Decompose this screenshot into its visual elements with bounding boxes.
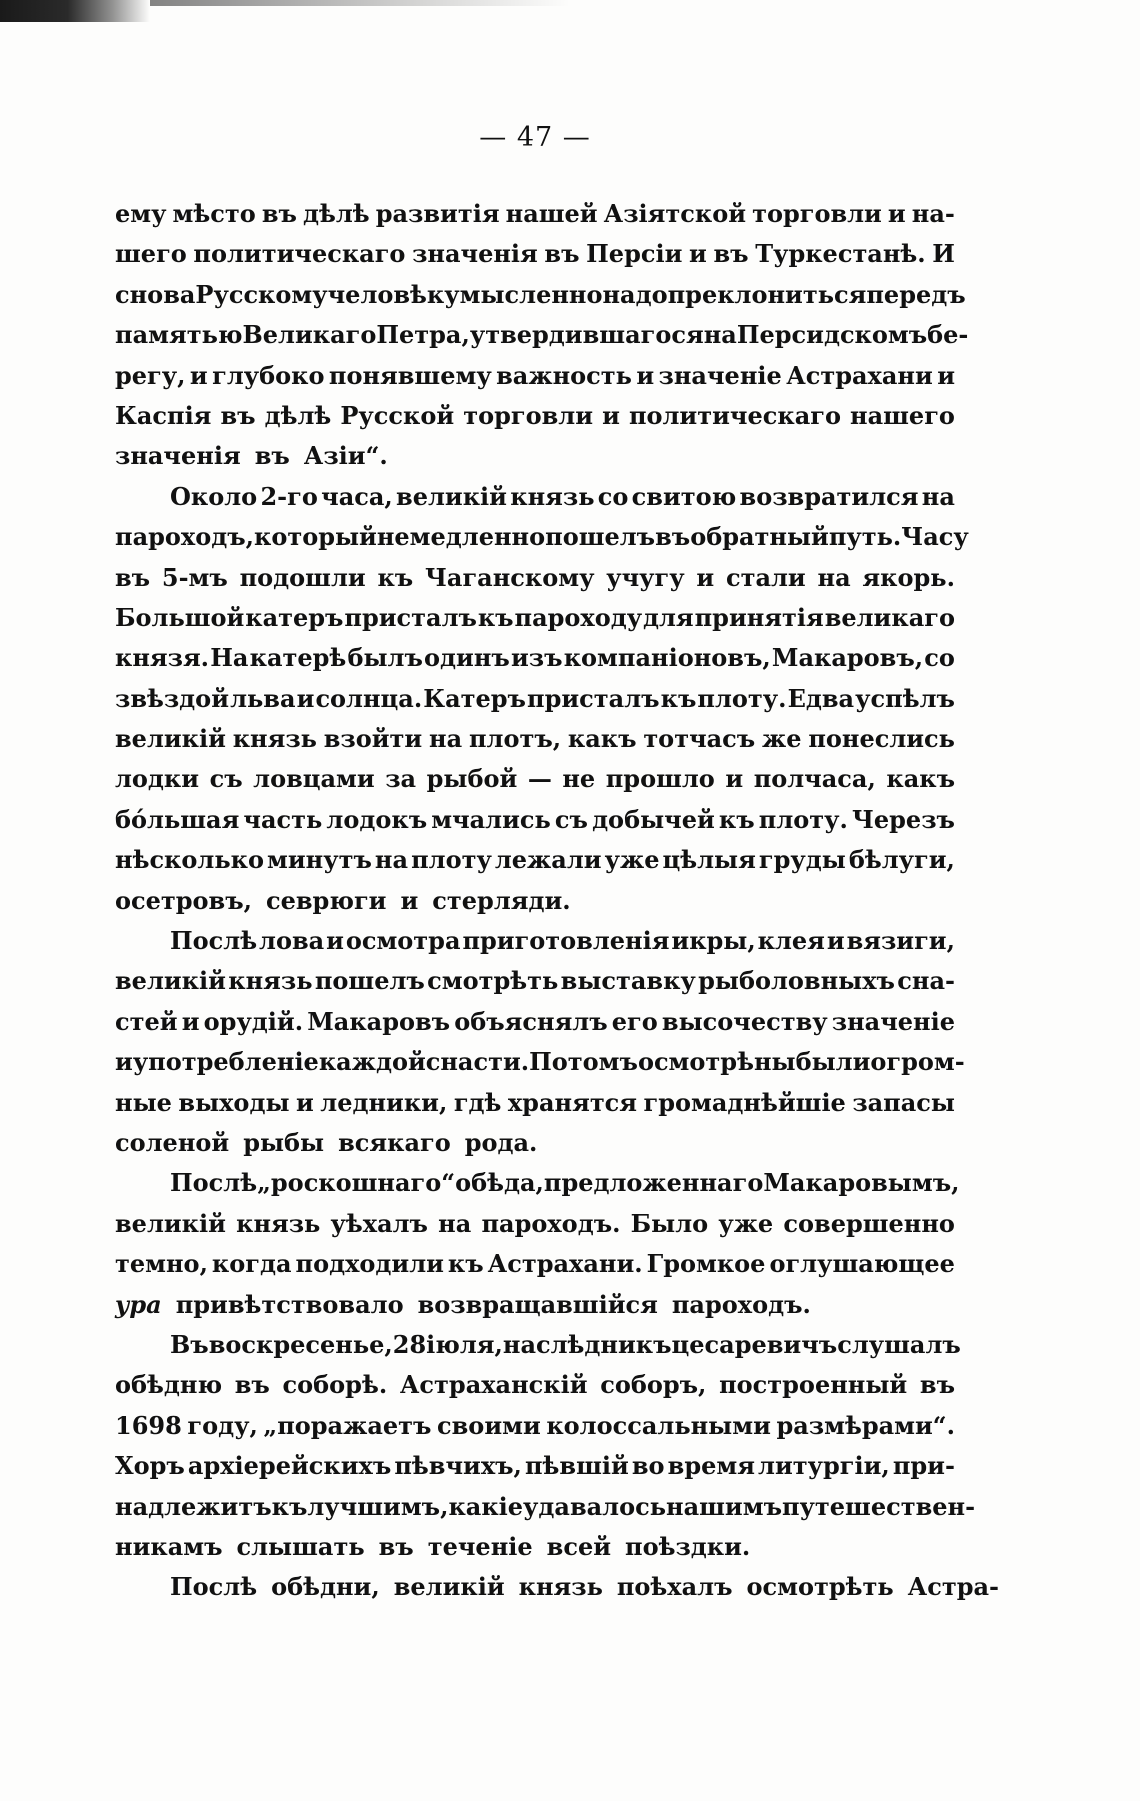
body-text: [115, 194, 999, 1608]
text-line: въ 5-мъ подошли къ Чаганскому учугу и стали на якорь.: [115, 562, 955, 592]
text-line: и употребленіе каждой снасти. Потомъ осмотрѣны были огром-: [115, 1047, 965, 1077]
paragraph: [115, 194, 969, 477]
text-line: Послѣ „роскошнаго“ обѣда, предложеннаго Макаровымъ,: [170, 1168, 960, 1198]
text-line: Послѣ обѣдни, великій князь поѣхалъ осмотрѣть Астра-: [170, 1572, 999, 1602]
text-line: бóльшая часть лодокъ мчались съ добычей къ плоту. Черезъ: [115, 804, 955, 834]
text-line: великій князь уѣхалъ на пароходъ. Было уже совершенно: [115, 1208, 955, 1238]
text-line: регу, и глубоко понявшему важность и значеніе Астрахани и: [115, 360, 955, 390]
text-line: темно, когда подходили къ Астрахани. Громкое оглушающее: [115, 1249, 955, 1279]
text-line: стей и орудій. Макаровъ объяснялъ его высочеству значеніе: [115, 1006, 955, 1036]
text-line: памятью Великаго Петра, утвердившагося на Персидскомъ бе-: [115, 320, 969, 350]
text-line: никамъ слышать въ теченіе всей поѣздки.: [115, 1531, 751, 1561]
text-line: осетровъ, севрюги и стерляди.: [115, 885, 571, 915]
text-line: Каспія въ дѣлѣ Русской торговли и политическаго нашего: [115, 400, 955, 430]
text-line: князя. На катерѣ былъ одинъ изъ компаніоновъ, Макаровъ, со: [115, 643, 955, 673]
page-number: — 47 —: [479, 122, 591, 153]
text-line: Около 2-го часа, великій князь со свитою возвратился на: [170, 481, 955, 511]
text-line: 1698 году, „поражаетъ своими колоссальными размѣрами“.: [115, 1410, 955, 1440]
text-line: Въ воскресенье, 28 іюля, наслѣдникъ цесаревичъ слушалъ: [170, 1329, 961, 1359]
text-line: нѣсколько минутъ на плоту лежали уже цѣлыя груды бѣлуги,: [115, 845, 955, 875]
text-line: Послѣ лова и осмотра приготовленія икры, клея и вязиги,: [170, 926, 955, 956]
text-line: великій князь пошелъ смотрѣть выставку рыболовныхъ сна-: [115, 966, 955, 996]
text-line: пароходъ, который немедленно пошелъ въ обратный путь. Часу: [115, 522, 969, 552]
paragraph: [115, 1325, 976, 1567]
text-line: обѣдню въ соборѣ. Астраханскій соборъ, построенный въ: [115, 1370, 955, 1400]
text-line: лодки съ ловцами за рыбой — не прошло и полчаса, какъ: [115, 764, 955, 794]
paragraph: [115, 477, 969, 921]
text-line: шего политическаго значенія въ Персіи и въ Туркестанѣ. И: [115, 239, 955, 269]
text-line: звѣздой льва и солнца. Катеръ присталъ къ плоту. Едва успѣлъ: [115, 683, 955, 713]
text-line: великій князь взойти на плотъ, какъ тотчасъ же понеслись: [115, 724, 955, 754]
text-line: ные выходы и ледники, гдѣ хранятся громаднѣйшіе запасы: [115, 1087, 955, 1117]
text-line: Хоръ архіерейскихъ пѣвчихъ, пѣвшій во время литургіи, при-: [115, 1451, 955, 1481]
text-line: Большой катеръ присталъ къ пароходу для принятія великаго: [115, 602, 955, 632]
text-line: значенія въ Азіи“.: [115, 441, 388, 471]
paragraph: [115, 1567, 999, 1607]
text-line: снова Русскому человѣку мысленно надо преклониться передъ: [115, 279, 966, 309]
text-line: надлежитъ къ лучшимъ, какіе удавалось нашимъ путешествен-: [115, 1491, 976, 1521]
text-line: соленой рыбы всякаго рода.: [115, 1127, 538, 1157]
paragraph: [115, 921, 965, 1163]
text-line: ура привѣтствовало возвращавшійся пароходъ.: [115, 1289, 811, 1319]
scan-edge-trail: [150, 0, 570, 6]
scan-edge-mark: [0, 0, 150, 22]
paragraph: [115, 1163, 960, 1325]
text-line: ему мѣсто въ дѣлѣ развитія нашей Азіятской торговли и на-: [115, 199, 955, 228]
